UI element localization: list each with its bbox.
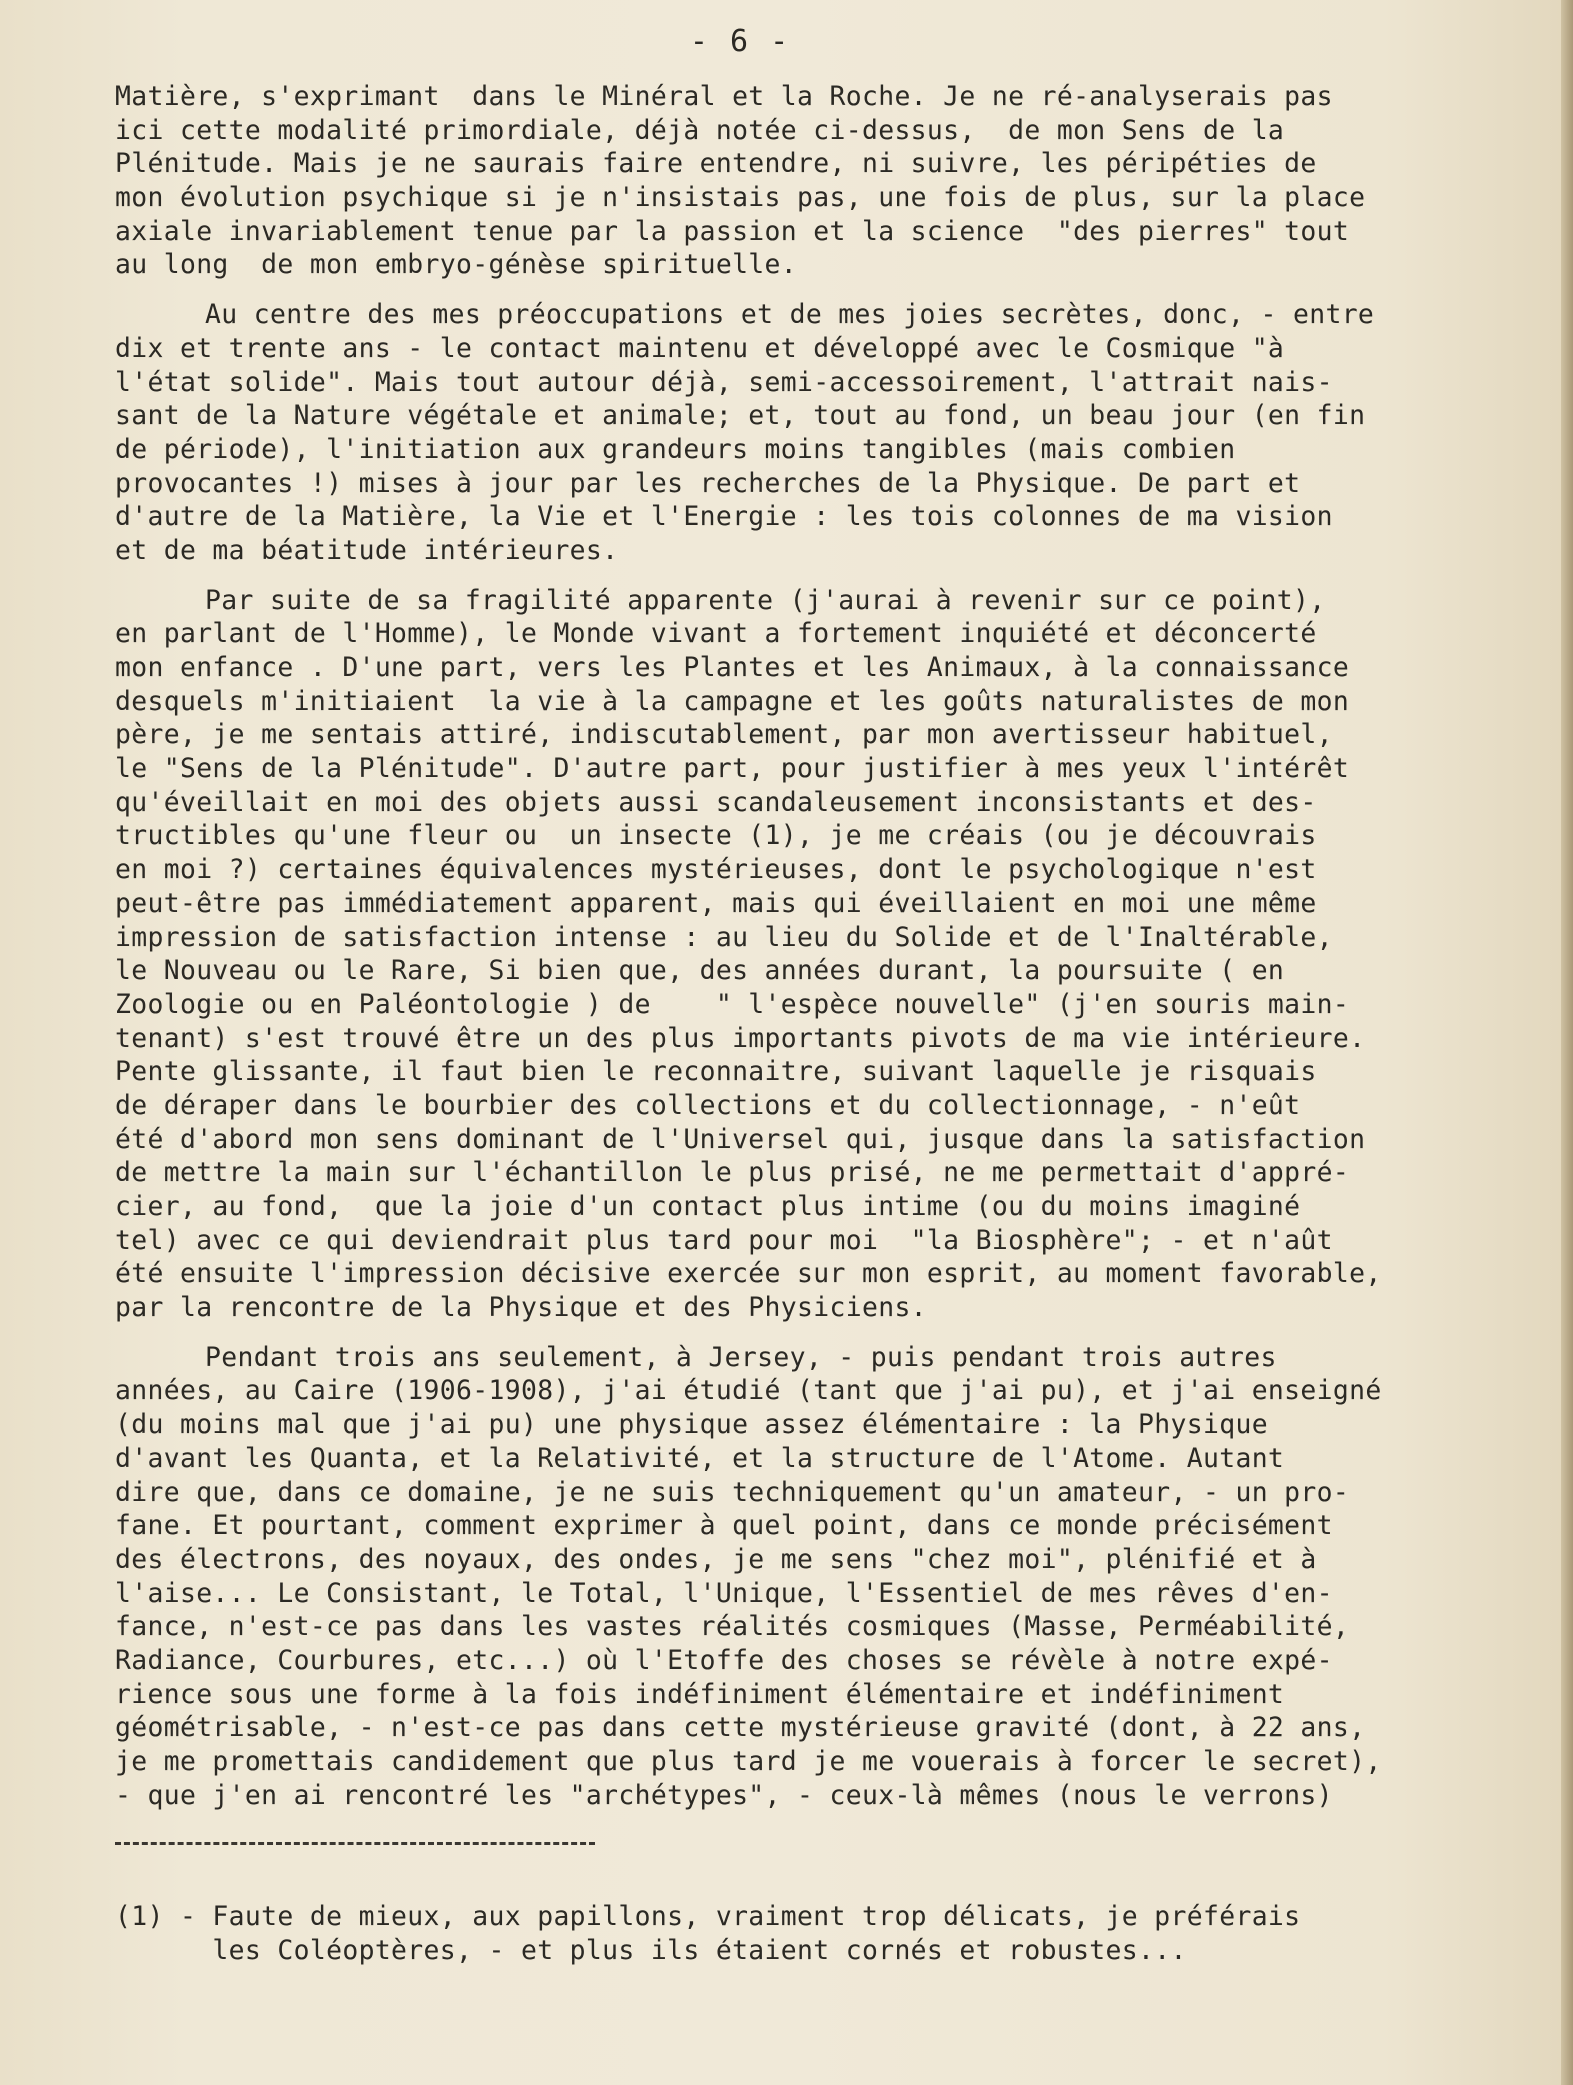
footnote-line: les Coléoptères, - et plus ils étaient cornés et robustes... [115,1934,1187,1966]
text-line: Pente glissante, il faut bien le reconnaitre, suivant laquelle je risquais [115,1056,1317,1088]
text-line: desquels m'initiaient la vie à la campagne et les goûts naturalistes de mon [115,685,1350,717]
text-line: Plénitude. Mais je ne saurais faire entendre, ni suivre, les péripéties de [115,148,1317,180]
text-line: (du moins mal que j'ai pu) une physique assez élémentaire : la Physique [115,1409,1268,1441]
text-line: l'aise... Le Consistant, le Total, l'Unique, l'Essentiel de mes rêves d'en- [115,1577,1333,1609]
paragraph-gap [115,282,1535,298]
paragraph [115,298,1535,568]
text-line: tel) avec ce qui deviendrait plus tard pour moi "la Biosphère"; - et n'aût [115,1224,1333,1256]
text-line: Par suite de sa fragilité apparente (j'aurai à revenir sur ce point), [205,584,1326,616]
paragraph-gap [115,1325,1535,1341]
text-line: l'état solide". Mais tout autour déjà, semi-accessoirement, l'attrait nais- [115,366,1333,398]
text-line: - que j'en ai rencontré les "archétypes", - ceux-là mêmes (nous le verrons) [115,1779,1333,1811]
paragraph [115,1341,1535,1813]
text-line: impression de satisfaction intense : au lieu du Solide et de l'Inaltérable, [115,921,1333,953]
text-line: fance, n'est-ce pas dans les vastes réalités cosmiques (Masse, Perméabilité, [115,1611,1350,1643]
text-line: d'avant les Quanta, et la Relativité, et la structure de l'Atome. Autant [115,1442,1285,1474]
text-line: mon évolution psychique si je n'insistais pas, une fois de plus, sur la place [115,182,1366,214]
text-line: de mettre la main sur l'échantillon le plus prisé, ne me permettait d'appré- [115,1157,1350,1189]
text-line: au long de mon embryo-génèse spirituelle. [115,249,798,281]
text-line: Au centre des mes préoccupations et de mes joies secrètes, donc, - entre [205,299,1375,331]
text-line: le "Sens de la Plénitude". D'autre part, pour justifier à mes yeux l'intérêt [115,753,1350,785]
page-edge-shadow [1561,0,1573,2085]
text-line: fane. Et pourtant, comment exprimer à quel point, dans ce monde précisément [115,1510,1333,1542]
text-line: par la rencontre de la Physique et des Physiciens. [115,1292,927,1324]
text-line: années, au Caire (1906-1908), j'ai étudié (tant que j'ai pu), et j'ai enseigné [115,1375,1382,1407]
footnote-separator [115,1842,595,1845]
text-line: et de ma béatitude intérieures. [115,534,619,566]
text-line: cier, au fond, que la joie d'un contact plus intime (ou du moins imaginé [115,1191,1301,1222]
text-line: je me promettais candidement que plus tard je me vouerais à forcer le secret), [115,1746,1382,1777]
text-line: provocantes !) mises à jour par les recherches de la Physique. De part et [115,467,1301,499]
footnote-line: (1) - Faute de mieux, aux papillons, vraiment trop délicats, je préférais [115,1901,1301,1932]
text-line: axiale invariablement tenue par la passion et la science "des pierres" tout [115,215,1350,247]
text-line: Zoologie ou en Paléontologie ) de " l'espèce nouvelle" (j'en souris main- [115,988,1350,1020]
text-line: Pendant trois ans seulement, à Jersey, - puis pendant trois autres [205,1341,1277,1373]
text-line: Radiance, Courbures, etc...) où l'Etoffe des choses se révèle à notre expé- [115,1644,1333,1676]
text-line: rience sous une forme à la fois indéfiniment élémentaire et indéfiniment [115,1678,1285,1710]
text-line: des électrons, des noyaux, des ondes, je me sens "chez moi", plénifié et à [115,1543,1317,1575]
paragraph [115,80,1535,282]
page-number: - 6 - [689,24,791,59]
text-line: tenant) s'est trouvé être un des plus importants pivots de ma vie intérieure. [115,1022,1366,1054]
text-line: de période), l'initiation aux grandeurs moins tangibles (mais combien [115,433,1236,465]
paragraph [115,584,1535,1325]
footnote [115,1900,1515,1967]
text-line: géométrisable, - n'est-ce pas dans cette mystérieuse gravité (dont, à 22 ans, [115,1712,1366,1744]
text-line: Matière, s'exprimant dans le Minéral et la Roche. Je ne ré-analyserais pas [115,81,1333,112]
body-text [115,80,1535,1812]
text-line: dire que, dans ce domaine, je ne suis techniquement qu'un amateur, - un pro- [115,1476,1350,1508]
text-line: en moi ?) certaines équivalences mystérieuses, dont le psychologique n'est [115,854,1317,886]
text-line: peut-être pas immédiatement apparent, mais qui éveillaient en moi une même [115,887,1317,919]
text-line: d'autre de la Matière, la Vie et l'Energie : les tois colonnes de ma vision [115,501,1333,533]
text-line: qu'éveillait en moi des objets aussi scandaleusement inconsistants et des- [115,786,1317,818]
text-line: dix et trente ans - le contact maintenu et développé avec le Cosmique "à [115,332,1285,364]
text-line: en parlant de l'Homme), le Monde vivant a fortement inquiété et déconcerté [115,618,1317,650]
text-line: été ensuite l'impression décisive exercée sur mon esprit, au moment favorable, [115,1258,1382,1290]
text-line: père, je me sentais attiré, indiscutablement, par mon avertisseur habituel, [115,719,1333,751]
text-line: sant de la Nature végétale et animale; et, tout au fond, un beau jour (en fin [115,400,1366,432]
text-line: ici cette modalité primordiale, déjà notée ci-dessus, de mon Sens de la [115,114,1285,146]
text-line: tructibles qu'une fleur ou un insecte (1), je me créais (ou je découvrais [115,820,1317,852]
text-line: le Nouveau ou le Rare, Si bien que, des années durant, la poursuite ( en [115,955,1285,987]
text-line: mon enfance . D'une part, vers les Plantes et les Animaux, à la connaissance [115,652,1350,683]
paragraph-gap [115,568,1535,584]
text-line: été d'abord mon sens dominant de l'Universel qui, jusque dans la satisfaction [115,1123,1366,1155]
text-line: de déraper dans le bourbier des collections et du collectionnage, - n'eût [115,1089,1301,1121]
